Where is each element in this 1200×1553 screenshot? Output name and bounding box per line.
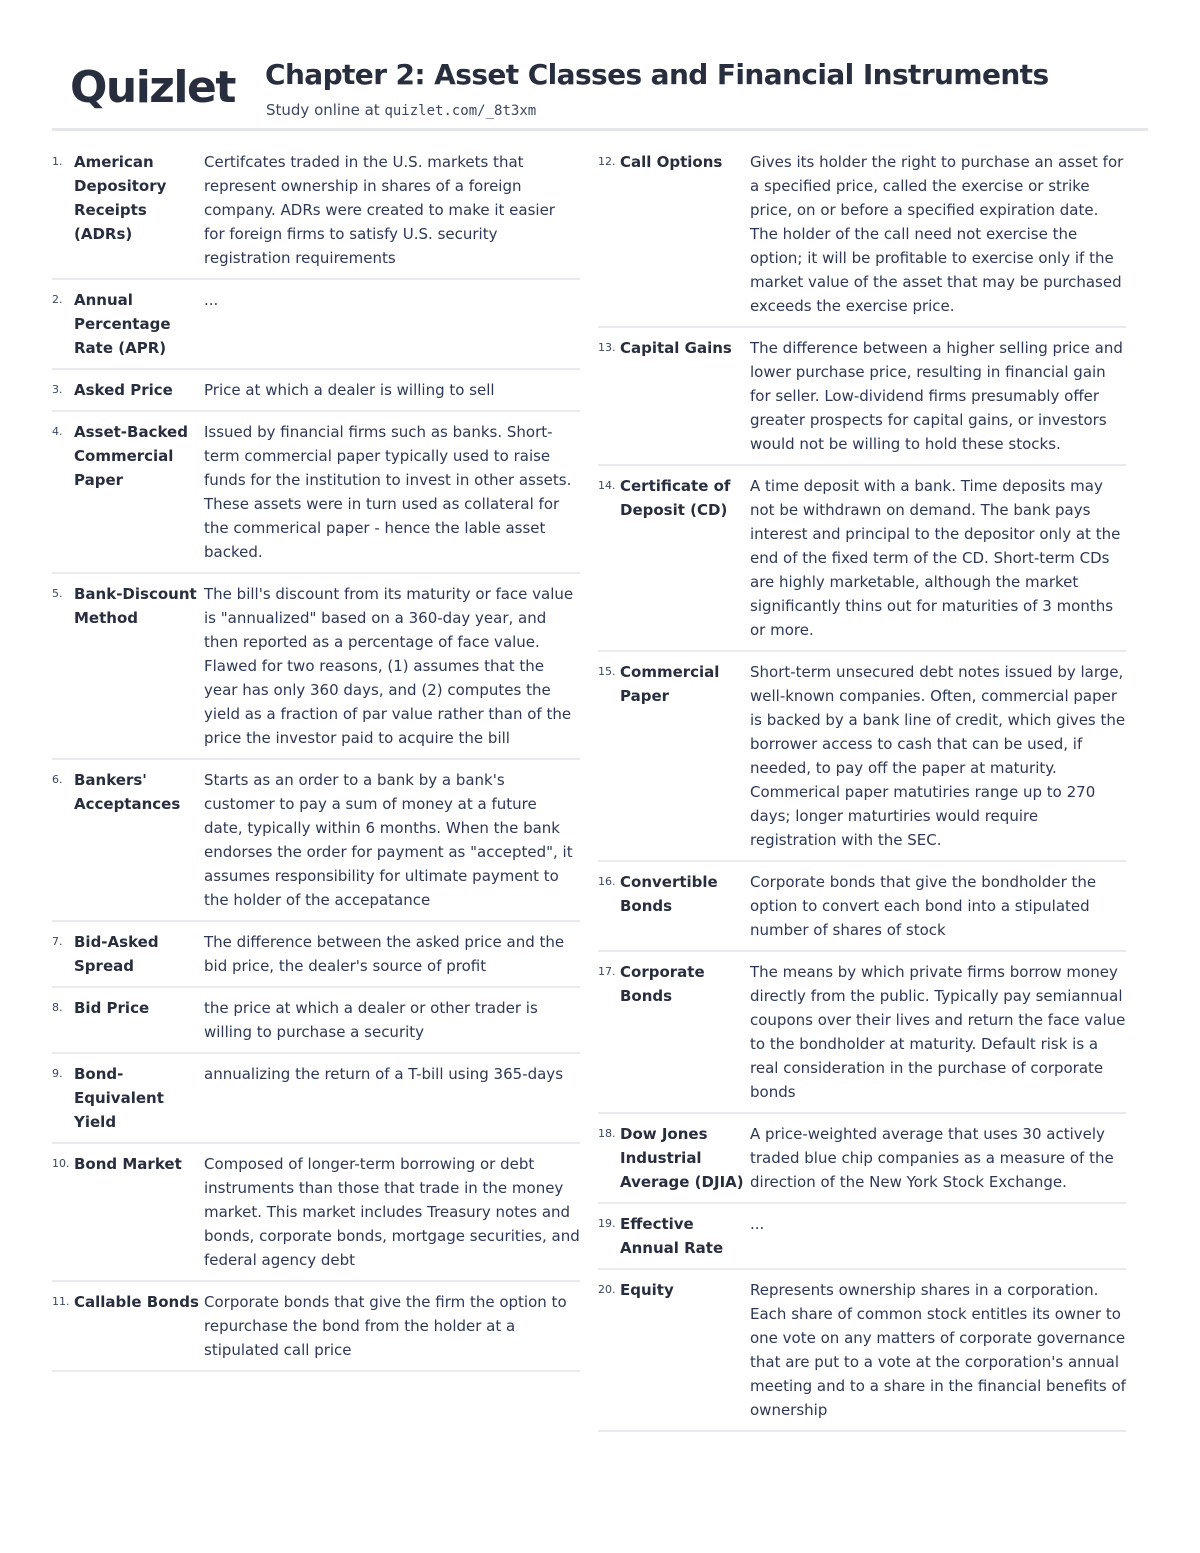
entry-term: Bank-Discount Method bbox=[74, 585, 197, 627]
entry-definition: Certifcates traded in the U.S. markets that represent ownership in shares of a foreign company. ADRs were created to make it easier for foreign firms to satisfy U.S. security registration requirements bbox=[204, 153, 555, 267]
entry-term: Asked Price bbox=[74, 381, 173, 399]
entry-number: 5. bbox=[52, 587, 63, 600]
study-online-line bbox=[266, 101, 536, 119]
entry-definition: Issued by financial firms such as banks. Short-term commercial paper typically used to raise funds for the institution to invest in other assets. These assets were in turn used as collateral for the commerical paper - hence the lable asset backed. bbox=[204, 423, 572, 561]
entry-number: 3. bbox=[52, 383, 63, 396]
entry-definition: A time deposit with a bank. Time deposits may not be withdrawn on demand. The bank pays interest and principal to the depositor only at the end of the fixed term of the CD. Short-term CDs are highly marketable, although the market significantly thins out for maturities of 3 months or more. bbox=[750, 477, 1121, 639]
entry-term: Corporate Bonds bbox=[620, 963, 705, 1005]
glossary-entry bbox=[598, 958, 1126, 1114]
entry-term: Call Options bbox=[620, 153, 723, 171]
entry-number: 12. bbox=[598, 155, 616, 168]
entry-definition: Corporate bonds that give the firm the option to repurchase the bond from the holder at a stipulated call price bbox=[204, 1293, 567, 1359]
entry-definition: annualizing the return of a T-bill using 365-days bbox=[204, 1065, 564, 1083]
entry-number: 10. bbox=[52, 1157, 70, 1170]
entry-number: 14. bbox=[598, 479, 616, 492]
entry-term: Commercial Paper bbox=[620, 663, 720, 705]
entry-number: 8. bbox=[52, 1001, 63, 1014]
glossary-entry bbox=[598, 1120, 1126, 1204]
glossary-entry bbox=[52, 418, 580, 574]
study-online-label: Study online at bbox=[266, 101, 385, 119]
entry-definition: Gives its holder the right to purchase an asset for a specified price, called the exercise or strike price, on or before a specified expiration date. The holder of the call need not exercise the option; it will be profitable to exercise only if the market value of the asset that may be purchased exceeds the exercise price. bbox=[750, 153, 1124, 315]
entry-term: American Depository Receipts (ADRs) bbox=[74, 153, 167, 243]
entry-number: 19. bbox=[598, 1217, 616, 1230]
entry-number: 2. bbox=[52, 293, 63, 306]
entry-definition: The means by which private firms borrow money directly from the public. Typically pay semiannual coupons over their lives and return the face value to the bondholder at maturity. Default risk is a real consideration in the purchase of corporate bonds bbox=[750, 963, 1126, 1101]
entry-number: 6. bbox=[52, 773, 63, 786]
glossary-entry bbox=[52, 928, 580, 988]
glossary-entry bbox=[52, 286, 580, 370]
glossary-entry bbox=[52, 1288, 580, 1372]
right-column bbox=[598, 148, 1126, 1438]
entry-term: Bond Market bbox=[74, 1155, 182, 1173]
entry-term: Bond-Equivalent Yield bbox=[74, 1065, 164, 1131]
glossary-entry bbox=[52, 1150, 580, 1282]
page-title: Chapter 2: Asset Classes and Financial Instruments bbox=[265, 58, 1049, 91]
glossary-entry bbox=[598, 658, 1126, 862]
entry-number: 20. bbox=[598, 1283, 616, 1296]
glossary-entry bbox=[52, 580, 580, 760]
entry-term: Equity bbox=[620, 1281, 674, 1299]
study-online-link[interactable]: quizlet.com/_8t3xm bbox=[384, 103, 537, 119]
entry-definition: the price at which a dealer or other trader is willing to purchase a security bbox=[204, 999, 538, 1041]
entry-term: Bankers' Acceptances bbox=[74, 771, 181, 813]
entry-definition: The bill's discount from its maturity or face value is "annualized" based on a 360-day year, and then reported as a percentage of face value. Flawed for two reasons, (1) assumes that the year has only 360 days, and (2) computes the yield as a fraction of par value rather than of the price the investor paid to acquire the bill bbox=[204, 585, 574, 747]
page-header bbox=[0, 0, 1200, 135]
entry-definition: Composed of longer-term borrowing or debt instruments than those that trade in the money market. This market includes Treasury notes and bonds, corporate bonds, mortgage securities, and federal agency debt bbox=[204, 1155, 580, 1269]
entry-term: Convertible Bonds bbox=[620, 873, 718, 915]
entry-term: Bid Price bbox=[74, 999, 150, 1017]
entry-definition: Short-term unsecured debt notes issued by large, well-known companies. Often, commercial paper is backed by a bank line of credit, which gives the borrower access to cash that can be used, if needed, to pay off the paper at maturity. Commerical paper matutiries range up to 270 days; longer maturtiries would require registration with the SEC. bbox=[750, 663, 1126, 849]
entry-number: 7. bbox=[52, 935, 63, 948]
entry-number: 9. bbox=[52, 1067, 63, 1080]
entry-number: 13. bbox=[598, 341, 616, 354]
entry-definition: ... bbox=[750, 1215, 765, 1233]
entry-definition: Corporate bonds that give the bondholder the option to convert each bond into a stipulated number of shares of stock bbox=[750, 873, 1097, 939]
entry-number: 4. bbox=[52, 425, 63, 438]
left-column bbox=[52, 148, 580, 1378]
entry-term: Capital Gains bbox=[620, 339, 732, 357]
glossary-entry bbox=[52, 994, 580, 1054]
glossary-entry bbox=[598, 1210, 1126, 1270]
glossary-entry bbox=[598, 334, 1126, 466]
glossary-entry bbox=[52, 376, 580, 412]
entry-term: Bid-Asked Spread bbox=[74, 933, 159, 975]
entry-number: 17. bbox=[598, 965, 616, 978]
quizlet-logo: Quizlet bbox=[70, 62, 235, 113]
entry-definition: ... bbox=[204, 291, 219, 309]
entry-term: Callable Bonds bbox=[74, 1293, 199, 1311]
entry-term: Annual Percentage Rate (APR) bbox=[74, 291, 171, 357]
glossary-entry bbox=[52, 148, 580, 280]
entry-definition: The difference between the asked price and the bid price, the dealer's source of profit bbox=[204, 933, 565, 975]
entry-definition: Price at which a dealer is willing to sell bbox=[204, 381, 495, 399]
entry-definition: Represents ownership shares in a corporation. Each share of common stock entitles its owner to one vote on any matters of corporate governance that are put to a vote at the corporation's annual meeting and to a share in the financial benefits of ownership bbox=[750, 1281, 1126, 1419]
entry-definition: A price-weighted average that uses 30 actively traded blue chip companies as a measure of the direction of the New York Stock Exchange. bbox=[750, 1125, 1114, 1191]
glossary-entry bbox=[598, 472, 1126, 652]
entry-definition: The difference between a higher selling price and lower purchase price, resulting in financial gain for seller. Low-dividend firms presumably offer greater prospects for capital gains, or investors would not be willing to hold these stocks. bbox=[750, 339, 1123, 453]
glossary-entry bbox=[598, 868, 1126, 952]
glossary-entry bbox=[52, 766, 580, 922]
glossary-entry bbox=[52, 1060, 580, 1144]
glossary-entry bbox=[598, 148, 1126, 328]
glossary-entry bbox=[598, 1276, 1126, 1432]
entry-number: 1. bbox=[52, 155, 63, 168]
entry-term: Dow Jones Industrial Average (DJIA) bbox=[620, 1125, 744, 1191]
entry-term: Effective Annual Rate bbox=[620, 1215, 724, 1257]
entry-definition: Starts as an order to a bank by a bank's customer to pay a sum of money at a future date, typically within 6 months. When the bank endorses the order for payment as "accepted", it assumes responsibility for ultimate payment to the holder of the accepatance bbox=[204, 771, 573, 909]
entry-number: 15. bbox=[598, 665, 616, 678]
entry-number: 16. bbox=[598, 875, 616, 888]
entry-number: 11. bbox=[52, 1295, 70, 1308]
entry-term: Certificate of Deposit (CD) bbox=[620, 477, 731, 519]
entry-number: 18. bbox=[598, 1127, 616, 1140]
entry-term: Asset-Backed Commercial Paper bbox=[74, 423, 188, 489]
header-divider bbox=[52, 128, 1148, 131]
